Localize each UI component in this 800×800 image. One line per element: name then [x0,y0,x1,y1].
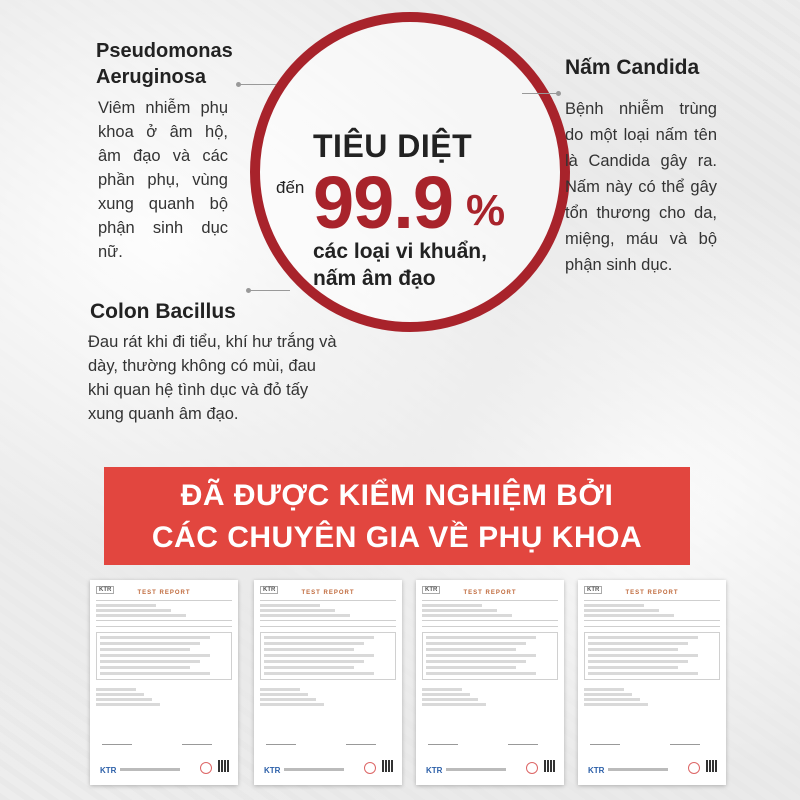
report-table-row [426,636,536,639]
ktr-org-name [608,768,668,771]
report-note-row [584,693,632,696]
banner-line1: ĐÃ ĐƯỢC KIỂM NGHIỆM BỞI [180,479,614,512]
report-note-row [584,703,648,706]
ktr-logo: KTR [264,766,281,775]
kill-subtitle-line2: nấm âm đạo [313,267,436,290]
report-table-row [588,648,678,651]
connector-dot-left-top [236,82,241,87]
report-signature [266,740,296,745]
report-table-row [588,636,698,639]
report-signature [508,740,538,745]
report-note-row [422,703,486,706]
report-table-row [588,654,698,657]
kill-subtitle [313,238,533,292]
report-table-row [426,642,526,645]
seal-stamp-icon [364,762,376,774]
report-text-row [260,614,350,617]
report-table-row [264,666,354,669]
ktr-org-name [446,768,506,771]
kill-percentage-sign: % [466,186,506,235]
report-corner-logo: KTR [96,586,114,594]
qr-code-icon [706,760,718,772]
connector-dot-right [556,91,561,96]
report-rule [422,620,558,621]
report-table-row [426,666,516,669]
report-rule [584,620,720,621]
report-note-row [260,703,324,706]
report-table-row [100,642,200,645]
report-text-row [584,604,644,607]
report-text-row [584,609,659,612]
report-note-row [584,688,624,691]
seal-stamp-icon [526,762,538,774]
report-rule [422,600,558,601]
report-table-row [588,672,698,675]
report-note-row [96,703,160,706]
report-table-row [100,660,200,663]
connector-line-right [522,93,558,94]
report-table-row [264,672,374,675]
candida-heading: Nấm Candida [565,56,700,79]
report-signature [590,740,620,745]
kill-prefix: đến [276,178,305,197]
report-corner-logo: KTR [584,586,602,594]
report-title: TEST REPORT [625,590,679,596]
expert-tested-banner [104,467,690,565]
report-rule [260,600,396,601]
test-report-thumbnail [578,580,726,785]
report-rule [584,626,720,627]
test-report-thumbnail [254,580,402,785]
report-corner-logo: KTR [260,586,278,594]
report-text-row [96,609,171,612]
report-table-row [426,660,526,663]
report-note-row [422,693,470,696]
report-table-row [588,642,688,645]
report-note-row [260,688,300,691]
report-rule [422,626,558,627]
colon-bacillus-heading: Colon Bacillus [90,300,236,323]
report-signature [670,740,700,745]
test-report-thumbnail [90,580,238,785]
seal-stamp-icon [688,762,700,774]
report-signature [428,740,458,745]
pseudomonas-heading [96,38,233,90]
report-text-row [96,604,156,607]
report-signature [102,740,132,745]
report-text-row [260,609,335,612]
report-table-row [264,642,364,645]
report-table-row [264,648,354,651]
report-table-row [426,654,536,657]
report-table-row [264,654,374,657]
report-rule [96,626,232,627]
colon-bacillus-description: Đau rát khi đi tiểu, khí hư trắng và dày, thường không có mùi, đau khi quan hệ tình dục và đỏ tấy xung quanh âm đạo. [88,333,337,423]
kill-subtitle-line1: các loại vi khuẩn, [313,240,487,263]
qr-code-icon [544,760,556,772]
ktr-logo: KTR [426,766,443,775]
report-rule [260,620,396,621]
ktr-logo: KTR [588,766,605,775]
connector-dot-left-bottom [246,288,251,293]
qr-code-icon [218,760,230,772]
report-corner-logo: KTR [422,586,440,594]
report-table-row [588,666,678,669]
report-table-row [100,648,190,651]
report-title: TEST REPORT [137,590,191,596]
report-table-row [588,660,688,663]
pseudomonas-description: Viêm nhiễm phụ khoa ở âm hộ, âm đạo và các phần phụ, vùng xung quanh bộ phận sinh dục nữ. [98,99,228,261]
report-signature [182,740,212,745]
report-rule [260,626,396,627]
report-note-row [260,698,316,701]
report-table-row [426,648,516,651]
banner-line2: CÁC CHUYÊN GIA VỀ PHỤ KHOA [151,521,643,554]
report-note-row [260,693,308,696]
ktr-org-name [120,768,180,771]
report-rule [584,600,720,601]
report-table-row [264,660,364,663]
report-text-row [422,604,482,607]
report-note-row [584,698,640,701]
report-rule [96,600,232,601]
report-text-row [260,604,320,607]
seal-stamp-icon [200,762,212,774]
qr-code-icon [382,760,394,772]
report-table-row [100,654,210,657]
report-note-row [422,698,478,701]
test-report-thumbnail [416,580,564,785]
report-title: TEST REPORT [301,590,355,596]
kill-title: TIÊU DIỆT [313,128,473,164]
report-note-row [96,698,152,701]
report-note-row [422,688,462,691]
report-table-row [100,666,190,669]
candida-description: Bệnh nhiễm trùng do một loại nấm tên là Candida gây ra. Nấm này có thể gây tổn thương cho da, miệng, máu và bộ phận sinh dục. [565,100,717,274]
report-rule [96,620,232,621]
connector-line-left-bottom [250,290,290,291]
report-note-row [96,688,136,691]
report-table-row [264,636,374,639]
pseudomonas-heading-line1: Pseudomonas [96,40,233,62]
connector-line-left-top [240,84,276,85]
pseudomonas-heading-line2: Aeruginosa [96,66,207,88]
report-table-row [100,636,210,639]
report-text-row [422,609,497,612]
report-table-row [426,672,536,675]
ktr-logo: KTR [100,766,117,775]
report-signature [346,740,376,745]
report-text-row [422,614,512,617]
report-text-row [584,614,674,617]
report-title: TEST REPORT [463,590,517,596]
report-text-row [96,614,186,617]
report-table-row [100,672,210,675]
ktr-org-name [284,768,344,771]
report-note-row [96,693,144,696]
kill-percentage-value: 99.9 [313,161,454,244]
